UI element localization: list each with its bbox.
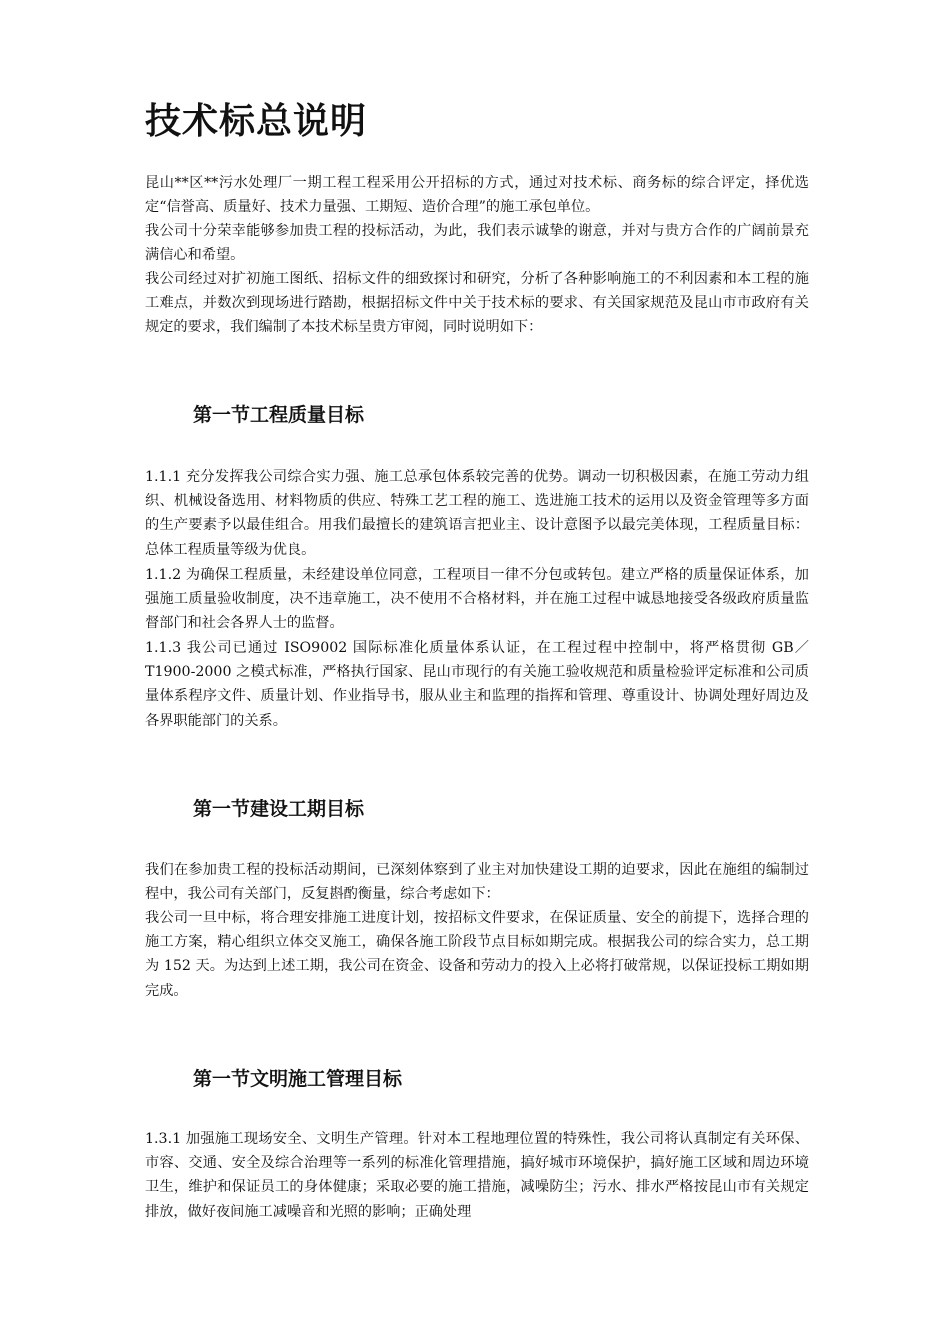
- quality-paragraph-3: 1.1.3 我公司已通过 ISO9002 国际标准化质量体系认证，在工程过程中控制中，将严格贯彻 GB／T1900-2000 之模式标准，严格执行国家、昆山市现行的有关施工验收规范和质量检验评定标准和公司质量体系程序文件、质量计划、作业指导书，服从业主和监理的指挥和管理、尊重设计、协调处理好周边及各界职能部门的关系。: [145, 640, 809, 729]
- intro-paragraph-3: 我公司经过对扩初施工图纸、招标文件的细致探讨和研究，分析了各种影响施工的不利因素和本工程的施工难点，并数次到现场进行踏勘，根据招标文件中关于技术标的要求、有关国家规范及昆山市市政府有关规定的要求，我们编制了本技术标呈贵方审阅，同时说明如下：: [145, 271, 809, 336]
- schedule-paragraph-1: 我们在参加贵工程的投标活动期间，已深刻体察到了业主对加快建设工期的迫要求，因此在施组的编制过程中，我公司有关部门，反复斟酌衡量，综合考虑如下：: [145, 862, 809, 903]
- section-heading-civilized-construction: 第一节文明施工管理目标: [193, 1068, 403, 1090]
- intro-paragraph-1: 昆山**区**污水处理厂一期工程工程采用公开招标的方式，通过对技术标、商务标的综合评定，择优选定“信誉高、质量好、技术力量强、工期短、造价合理”的施工承包单位。: [145, 175, 809, 216]
- quality-paragraph-1: 1.1.1 充分发挥我公司综合实力强、施工总承包体系较完善的优势。调动一切积极因素，在施工劳动力组织、机械设备选用、材料物质的供应、特殊工艺工程的施工、选进施工技术的运用以及资金管理等多方面的生产要素予以最佳组合。用我们最擅长的建筑语言把业主、设计意图予以最完美体现，工程质量目标：总体工程质量等级为优良。: [145, 469, 809, 558]
- section-heading-schedule: 第一节建设工期目标: [193, 798, 365, 820]
- schedule-paragraph-2: 我公司一旦中标，将合理安排施工进度计划，按招标文件要求，在保证质量、安全的前提下，选择合理的施工方案，精心组织立体交叉施工，确保各施工阶段节点目标如期完成。根据我公司的综合实力，总工期为 152 天。为达到上述工期，我公司在资金、设备和劳动力的投入上必将打破常规，以保证投标工期如期完成。: [145, 910, 809, 999]
- section-heading-quality: 第一节工程质量目标: [193, 404, 365, 426]
- document-title: 技术标总说明: [145, 101, 368, 142]
- intro-paragraph-2: 我公司十分荣幸能够参加贵工程的投标活动，为此，我们表示诚挚的谢意，并对与贵方合作的广阔前景充满信心和希望。: [145, 223, 809, 264]
- quality-paragraph-2: 1.1.2 为确保工程质量，未经建设单位同意，工程项目一律不分包或转包。建立严格的质量保证体系，加强施工质量验收制度，决不违章施工，决不使用不合格材料，并在施工过程中诚恳地接受各级政府质量监督部门和社会各界人士的监督。: [145, 567, 809, 632]
- civilized-paragraph-1: 1.3.1 加强施工现场安全、文明生产管理。针对本工程地理位置的特殊性，我公司将认真制定有关环保、市容、交通、安全及综合治理等一系列的标准化管理措施，搞好城市环境保护，搞好施工区域和周边环境卫生，维护和保证员工的身体健康；采取必要的施工措施，减噪防尘；污水、排水严格按昆山市有关规定排放，做好夜间施工减噪音和光照的影响；正确处理: [145, 1131, 809, 1220]
